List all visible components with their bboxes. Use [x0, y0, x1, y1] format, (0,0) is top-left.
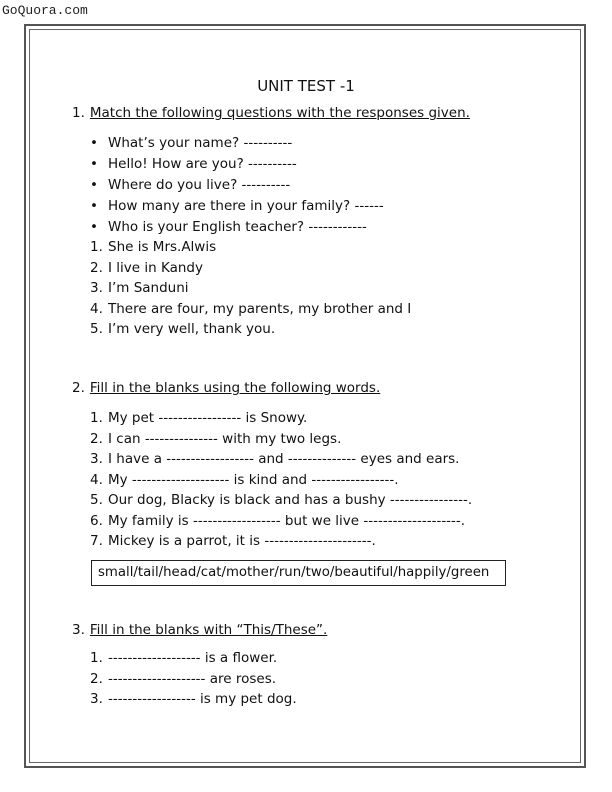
item-text: My pet ----------------- is Snowy.	[108, 410, 308, 426]
response-item	[90, 258, 411, 279]
response-item	[90, 278, 411, 299]
item-text: ------------------ is my pet dog.	[108, 691, 297, 707]
fill-item	[90, 689, 297, 710]
section1-response-list	[90, 237, 411, 340]
question-item: • Who is your English teacher? ------------	[90, 217, 384, 238]
fill-item	[90, 669, 297, 690]
question-item: • Where do you live? ----------	[90, 175, 384, 196]
section2-number: 2.	[72, 380, 85, 396]
page-title: UNIT TEST -1	[257, 77, 355, 95]
watermark-text: GoQuora.com	[2, 3, 88, 18]
item-text: -------------------- are roses.	[108, 670, 277, 687]
section2-heading	[72, 380, 380, 396]
item-number: 1.	[90, 410, 103, 426]
item-number: 2.	[90, 259, 103, 276]
section1-question-list	[90, 133, 384, 238]
response-item	[90, 299, 411, 320]
fill-item	[90, 429, 472, 450]
item-number: 4.	[90, 300, 103, 317]
fill-item	[90, 531, 472, 552]
question-item: • Hello! How are you? ----------	[90, 154, 384, 175]
item-text: ------------------- is a flower.	[108, 650, 278, 666]
item-number: 2.	[90, 670, 103, 687]
item-number: 6.	[90, 512, 103, 529]
item-number: 3.	[90, 691, 103, 707]
fill-item	[90, 408, 472, 429]
response-item	[90, 237, 411, 258]
item-text: I can --------------- with my two legs.	[108, 430, 342, 447]
item-text: I have a ------------------ and -------------- eyes and ears.	[108, 451, 460, 467]
question-item: • How many are there in your family? ------	[90, 196, 384, 217]
item-number: 5.	[90, 492, 103, 508]
section1-heading	[72, 105, 470, 121]
item-number: 1.	[90, 650, 103, 666]
item-text: She is Mrs.Alwis	[108, 239, 217, 255]
fill-item	[90, 449, 472, 470]
fill-item	[90, 490, 472, 511]
item-text: There are four, my parents, my brother and I	[108, 300, 412, 317]
item-text: My family is ------------------ but we live --------------------.	[108, 512, 466, 529]
section3-heading-text: Fill in the blanks with “This/These”.	[89, 622, 328, 638]
item-number: 5.	[90, 321, 103, 337]
section3-item-list	[90, 648, 297, 710]
section1-number: 1.	[72, 105, 85, 121]
item-number: 1.	[90, 239, 103, 255]
item-number: 4.	[90, 471, 103, 488]
section3-number: 3.	[72, 622, 85, 638]
fill-item	[90, 511, 472, 532]
item-text: I’m very well, thank you.	[108, 321, 276, 337]
item-text: I live in Kandy	[108, 259, 203, 276]
question-item: • What’s your name? ----------	[90, 133, 384, 154]
fill-item	[90, 648, 297, 669]
item-text: Our dog, Blacky is black and has a bushy ----------------.	[108, 492, 473, 508]
item-number: 3.	[90, 280, 103, 296]
section3-heading	[72, 622, 327, 638]
section2-heading-text: Fill in the blanks using the following words.	[89, 380, 381, 396]
item-number: 7.	[90, 533, 103, 549]
item-number: 3.	[90, 451, 103, 467]
word-bank-box: small/tail/head/cat/mother/run/two/beautiful/happily/green	[91, 560, 506, 586]
item-text: Mickey is a parrot, it is ----------------------.	[108, 533, 376, 549]
section2-item-list	[90, 408, 472, 552]
fill-item	[90, 470, 472, 491]
item-text: My -------------------- is kind and -----------------.	[108, 471, 399, 488]
section1-heading-text: Match the following questions with the responses given.	[89, 105, 470, 121]
response-item	[90, 319, 411, 340]
item-text: I’m Sanduni	[108, 280, 189, 296]
item-number: 2.	[90, 430, 103, 447]
